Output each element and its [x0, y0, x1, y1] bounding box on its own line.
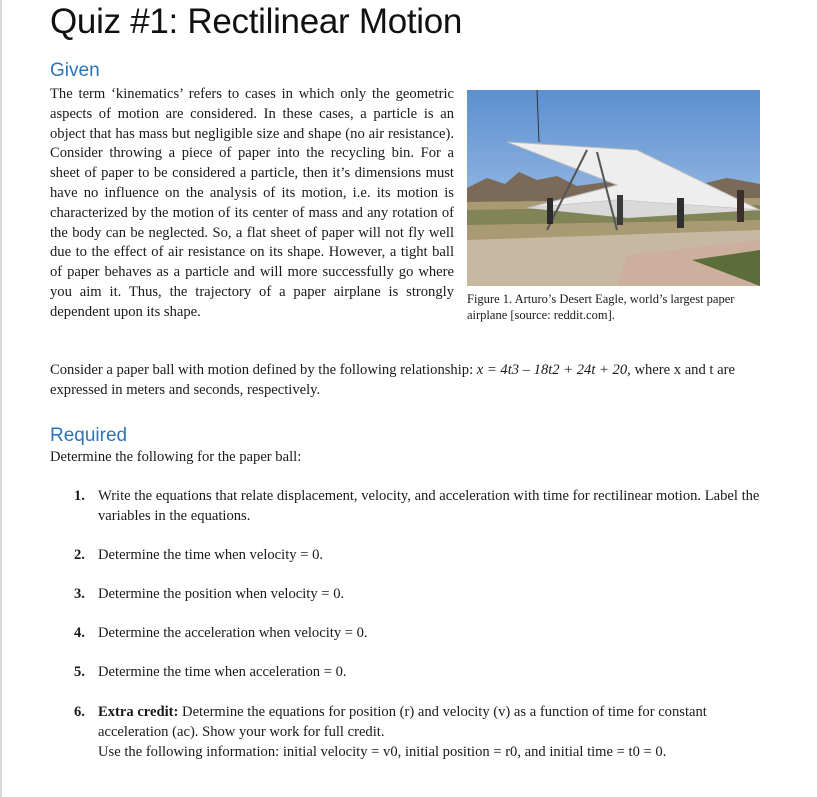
extra-credit-label: Extra credit:: [98, 704, 179, 720]
question-number: 1.: [74, 488, 85, 504]
consider-text-after: where x and t are expressed in meters and seconds, respectively.: [50, 362, 735, 398]
question-text-continued: Use the following information: initial velocity = v0, initial position = r0, and initial time = t0 = 0.: [98, 744, 667, 760]
question-text: Write the equations that relate displacement, velocity, and acceleration with time for rectilinear motion. Label the variables in the equations.: [98, 488, 760, 524]
given-heading: Given: [50, 60, 100, 81]
required-intro: Determine the following for the paper ball:: [50, 449, 302, 465]
question-text: Determine the time when velocity = 0.: [98, 547, 324, 563]
question-item: [74, 623, 774, 643]
question-list: [74, 486, 774, 762]
question-item: [74, 545, 774, 565]
question-number: 3.: [74, 586, 85, 602]
question-number: 2.: [74, 547, 85, 563]
question-number: 4.: [74, 625, 85, 641]
figure-caption: Figure 1. Arturo’s Desert Eagle, world’s largest paper airplane [source: reddit.com].: [467, 292, 735, 322]
question-item: [74, 662, 774, 682]
question-text: Determine the position when velocity = 0.: [98, 586, 345, 602]
page-title: Quiz #1: Rectilinear Motion: [50, 2, 463, 41]
question-text: Determine the equations for position (r) and velocity (v) as a function of time for constant acceleration (ac). Show your work for full credit.: [98, 704, 707, 740]
consider-text-before: Consider a paper ball with motion defined by the following relationship:: [50, 362, 477, 378]
question-item: [74, 584, 774, 604]
question-item: [74, 486, 774, 526]
consider-paragraph: [50, 360, 780, 400]
question-number: 6.: [74, 704, 85, 720]
page-left-border: [0, 0, 2, 797]
question-number: 5.: [74, 664, 85, 680]
paper-airplane-photo: [467, 90, 760, 286]
question-text: Determine the time when acceleration = 0.: [98, 664, 347, 680]
motion-equation: x = 4t3 – 18t2 + 24t + 20,: [476, 362, 631, 378]
given-intro-paragraph: The term ‘kinematics’ refers to cases in which only the geometric aspects of motion are considered. In these cases, a particle is an object that has mass but negligible size and shape (no air resistance). Consider throwing a piece of paper into the recycling bin. For a sheet of paper to be considered a particle, then it’s dimensions must have no influence on the analysis of its motion, i.e. its motion is characterized by the motion of its center of mass and any rotation of the body can be neglected. So, a flat sheet of paper will not fly well due to the effect of air resistance on its shape. However, a tight ball of paper behaves as a particle and will more successfully go where you aim it. Thus, the trajectory of a paper airplane is strongly dependent upon its shape.: [50, 86, 454, 320]
question-text: Determine the acceleration when velocity = 0.: [98, 625, 368, 641]
question-item: [74, 702, 774, 762]
required-heading: Required: [50, 425, 128, 446]
